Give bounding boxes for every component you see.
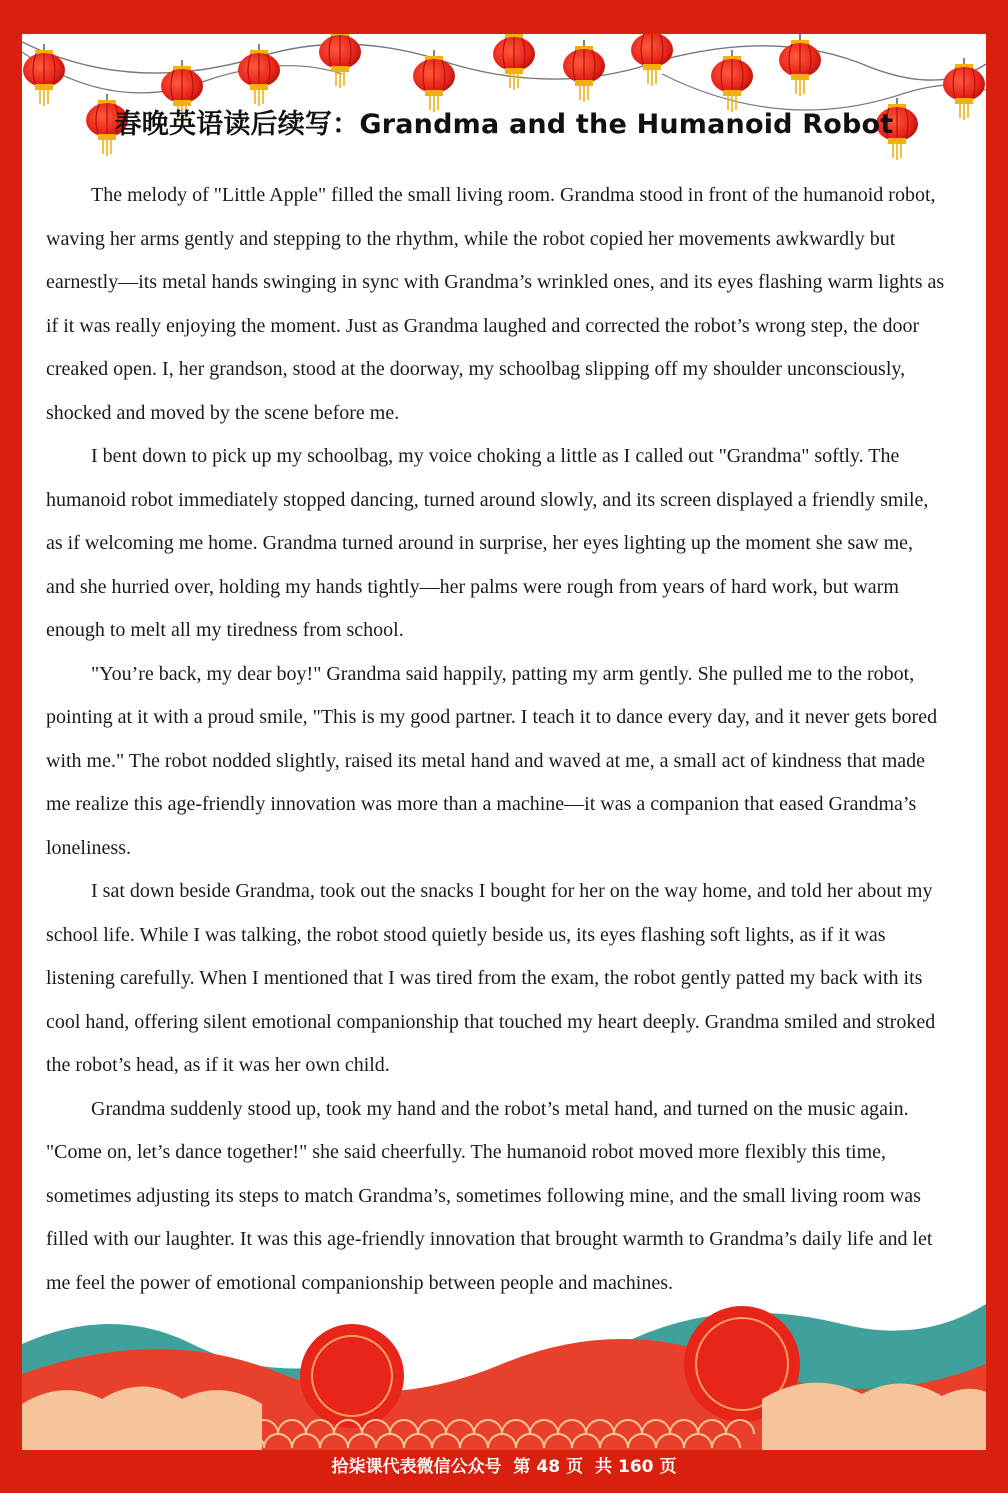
- total-pages: 160: [618, 1457, 654, 1477]
- page-title: 春晚英语读后续写：Grandma and the Humanoid Robot: [114, 109, 894, 140]
- paragraph: I bent down to pick up my schoolbag, my voice choking a little as I called out "Grandma" softly. The humanoid robot immediately stopped dancing, turned around slowly, and its screen displayed a friendly smile, as if welcoming me home. Grandma turned around in surprise, her eyes lighting up the moment she saw me, and she hurried over, holding my hands tightly—her palms were rough from years of hard work, but warm enough to melt all my tiredness from school.: [46, 445, 929, 641]
- footer-source: 拾柒课代表微信公众号: [331, 1457, 502, 1477]
- paragraph: Grandma suddenly stood up, took my hand and the robot’s metal hand, and turned on the music again. "Come on, let’s dance together!" she said cheerfully. The humanoid robot moved more flexibly this time, sometimes adjusting its steps to match Grandma’s, sometimes following mine, and the small living room was filled with our laughter. It was this age-friendly innovation that brought warmth to Grandma’s daily life and let me feel the power of emotional companionship between people and machines.: [46, 1097, 933, 1294]
- page-footer: [0, 1452, 1008, 1477]
- page-unit: 页: [566, 1457, 584, 1477]
- paragraph: The melody of "Little Apple" filled the small living room. Grandma stood in front of the humanoid robot, waving her arms gently and stepping to the rhythm, while the robot copied her movements awkwardly but earnestly—its metal hands swinging in sync with Grandma’s wrinkled ones, and its eyes flashing warm lights as if it was really enjoying the moment. Just as Grandma laughed and corrected the robot’s wrong step, the door creaked open. I, her grandson, stood at the doorway, my schoolbag slipping off my shoulder unconsciously, shocked and moved by the scene before me.: [46, 184, 945, 424]
- wave-cloud-art: [22, 1284, 986, 1450]
- page-number: 48: [536, 1457, 561, 1477]
- article-body: [46, 174, 946, 1305]
- document-page: [22, 34, 986, 1450]
- page-prefix: 第: [513, 1457, 531, 1477]
- total-unit: 页: [659, 1457, 677, 1477]
- paragraph: "You’re back, my dear boy!" Grandma said happily, patting my arm gently. She pulled me to the robot, pointing at it with a proud smile, "This is my good partner. I teach it to dance every day, and it never gets bored with me." The robot nodded slightly, raised its metal hand and waved at me, a small act of kindness that made me realize this age-friendly innovation was more than a machine—it was a companion that eased Grandma’s loneliness.: [46, 662, 938, 859]
- paragraph: I sat down beside Grandma, took out the snacks I bought for her on the way home, and told her about my school life. While I was talking, the robot stood quietly beside us, its eyes flashing soft lights, as if it was listening carefully. When I mentioned that I was tired from the exam, the robot gently patted my back with its cool hand, offering silent emotional companionship that touched my heart deeply. Grandma smiled and stroked the robot’s head, as if it was her own child.: [46, 880, 936, 1076]
- total-prefix: 共: [595, 1457, 612, 1477]
